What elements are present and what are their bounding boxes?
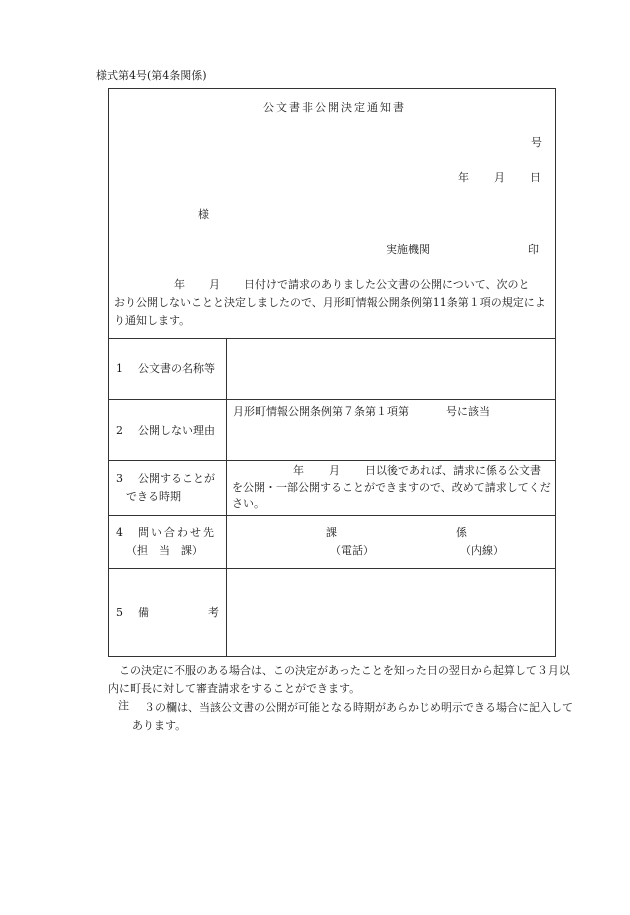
row4-subsection: 係 <box>456 526 467 539</box>
row4-number: 4 <box>116 526 123 539</box>
note-text <box>132 699 578 735</box>
date-day: 日 <box>530 171 541 184</box>
intro-year: 年 <box>174 278 185 291</box>
intro-text-rest: おり公開しないことと決定しましたので、月形町情報公開条例第11条第１項の規定により通知します。 <box>114 296 546 327</box>
column-divider <box>226 338 227 657</box>
row3-year: 年 <box>293 464 304 477</box>
row5-number: 5 <box>116 606 123 619</box>
seal-mark: 印 <box>528 243 539 256</box>
row2-label: 公開しない理由 <box>138 424 215 437</box>
agency-label: 実施機関 <box>386 243 430 256</box>
row3-label-line1: 公開することが <box>138 472 215 485</box>
date-year: 年 <box>458 171 469 184</box>
row3-text-first: 日以後であれば、請求に係る公文書 <box>365 464 541 477</box>
addressee-suffix: 様 <box>198 208 209 221</box>
row-divider <box>108 460 556 461</box>
row4-phone: （電話） <box>330 544 374 557</box>
form-label: 様式第4号(第4条関係) <box>96 69 207 82</box>
row1-number: 1 <box>116 362 123 375</box>
row2-content-a: 月形町情報公開条例第７条第１項第 <box>233 405 409 418</box>
row5-label-a: 備 <box>138 606 149 619</box>
row-divider <box>108 338 556 339</box>
row2-number: 2 <box>116 424 123 437</box>
row-divider <box>108 399 556 400</box>
intro-month: 月 <box>209 278 220 291</box>
row4-section: 課 <box>326 526 337 539</box>
appeal-notice: この決定に不服のある場合は、この決定があったことを知った日の翌日から起算して３月以内に町長に対して審査請求をすることができます。 <box>108 664 570 695</box>
note-text-body: ３の欄は、当該公文書の公開が可能となる時期があらかじめ明示できる場合に記入してあります。 <box>132 701 573 732</box>
row1-label: 公文書の名称等 <box>138 362 215 375</box>
document-title: 公文書非公開決定通知書 <box>263 101 406 114</box>
note-label: 注 <box>118 699 129 712</box>
row3-number: 3 <box>116 472 123 485</box>
row3-label-line2: できる時期 <box>126 490 181 503</box>
row5-label-b: 考 <box>208 606 219 619</box>
row2-content-b: 号に該当 <box>446 405 490 418</box>
number-suffix: 号 <box>531 136 542 149</box>
row3-month: 月 <box>329 464 340 477</box>
row4-label-line1: 問い合わせ先 <box>138 526 216 539</box>
row3-text-rest: を公開・一部公開することができますので、改めて請求してください。 <box>232 481 551 510</box>
row-divider <box>108 515 556 516</box>
row-divider <box>108 568 556 569</box>
date-month: 月 <box>494 171 505 184</box>
row4-extension: （内線） <box>460 544 504 557</box>
intro-text-first: 日付けで請求のありました公文書の公開について、次のと <box>244 278 530 291</box>
row4-label-line2: （担 当 課） <box>126 544 203 557</box>
